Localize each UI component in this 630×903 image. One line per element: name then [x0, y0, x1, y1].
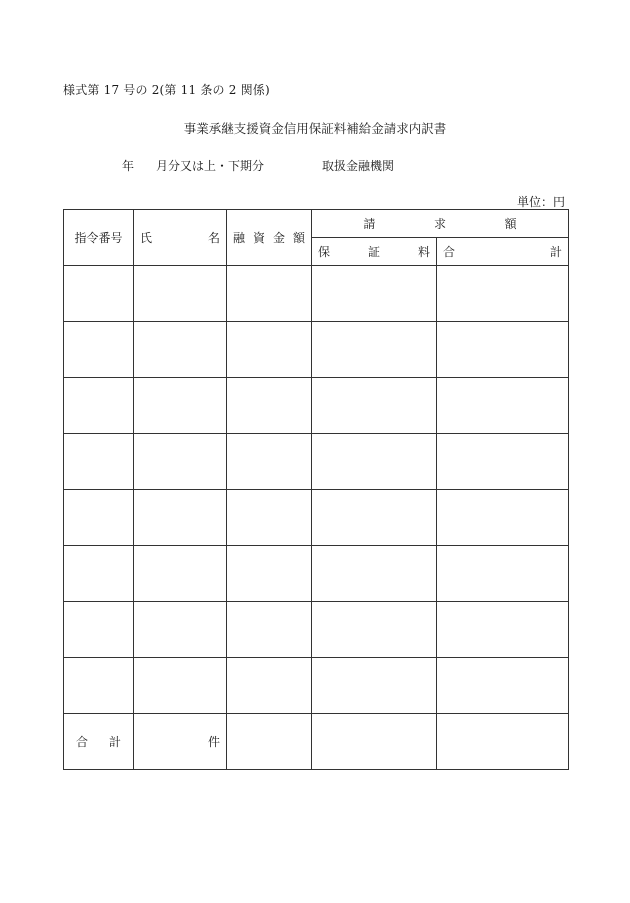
- cell-loan-amount[interactable]: [227, 602, 312, 658]
- breakdown-table: [63, 209, 569, 770]
- cell-instruction-number[interactable]: [64, 490, 134, 546]
- cell-instruction-number[interactable]: [64, 378, 134, 434]
- cell-guarantee-fee[interactable]: [312, 490, 437, 546]
- header-loan-char-4: 額: [292, 231, 305, 245]
- cell-instruction-number[interactable]: [64, 546, 134, 602]
- total-label: [64, 714, 134, 770]
- cell-instruction-number[interactable]: [64, 322, 134, 378]
- cell-instruction-number[interactable]: [64, 434, 134, 490]
- table-row: [64, 322, 569, 378]
- table-row: [64, 434, 569, 490]
- total-count-cell[interactable]: [134, 714, 227, 770]
- cell-name[interactable]: [134, 658, 227, 714]
- cell-loan-amount[interactable]: [227, 434, 312, 490]
- cell-guarantee-fee[interactable]: [312, 266, 437, 322]
- header-instruction-number: 指令番号: [64, 210, 134, 266]
- header-fee-char-3: 料: [417, 245, 430, 259]
- table-row: [64, 658, 569, 714]
- table-row: [64, 266, 569, 322]
- header-name: [134, 210, 227, 266]
- document-title: 事業承継支援資金信用保証料補給金請求内訳書: [183, 121, 447, 136]
- total-label-char-1: 合: [76, 735, 89, 749]
- period-month-label: 月分又は上・下期分: [156, 159, 265, 173]
- cell-loan-amount[interactable]: [227, 658, 312, 714]
- institution-label: 取扱金融機関: [322, 159, 395, 173]
- cell-loan-amount[interactable]: [227, 266, 312, 322]
- cell-guarantee-fee[interactable]: [312, 434, 437, 490]
- period-year-label: 年: [122, 159, 135, 173]
- header-sum-char-1: 合: [443, 245, 456, 259]
- cell-name[interactable]: [134, 322, 227, 378]
- header-guarantee-fee: [312, 238, 437, 266]
- cell-name[interactable]: [134, 546, 227, 602]
- cell-guarantee-fee[interactable]: [312, 378, 437, 434]
- total-loan-amount[interactable]: [227, 714, 312, 770]
- cell-loan-amount[interactable]: [227, 322, 312, 378]
- form-number: 様式第 17 号の 2(第 11 条の 2 関係): [63, 83, 270, 97]
- header-loan-char-2: 資: [252, 231, 265, 245]
- header-loan-amount: [227, 210, 312, 266]
- unit-label: 単位：円: [516, 195, 565, 209]
- header-sum-char-2: 計: [550, 245, 563, 259]
- total-label-char-2: 計: [108, 735, 121, 749]
- cell-guarantee-fee[interactable]: [312, 602, 437, 658]
- cell-subtotal[interactable]: [437, 658, 569, 714]
- cell-subtotal[interactable]: [437, 602, 569, 658]
- table-row: [64, 378, 569, 434]
- table-row: [64, 546, 569, 602]
- cell-subtotal[interactable]: [437, 322, 569, 378]
- cell-loan-amount[interactable]: [227, 378, 312, 434]
- header-claim-char-3: 額: [504, 217, 517, 231]
- cell-name[interactable]: [134, 490, 227, 546]
- cell-subtotal[interactable]: [437, 378, 569, 434]
- cell-guarantee-fee[interactable]: [312, 546, 437, 602]
- header-subtotal: [437, 238, 569, 266]
- cell-loan-amount[interactable]: [227, 546, 312, 602]
- table-row: [64, 490, 569, 546]
- header-loan-char-1: 融: [233, 231, 246, 245]
- cell-guarantee-fee[interactable]: [312, 322, 437, 378]
- cell-guarantee-fee[interactable]: [312, 658, 437, 714]
- cell-instruction-number[interactable]: [64, 658, 134, 714]
- header-name-char-1: 氏: [140, 231, 153, 245]
- cell-name[interactable]: [134, 434, 227, 490]
- cell-subtotal[interactable]: [437, 490, 569, 546]
- cell-name[interactable]: [134, 602, 227, 658]
- count-unit-label: 件: [207, 735, 220, 749]
- total-guarantee-fee[interactable]: [312, 714, 437, 770]
- header-name-char-2: 名: [207, 231, 220, 245]
- header-claim-amount: [312, 210, 569, 238]
- cell-instruction-number[interactable]: [64, 266, 134, 322]
- cell-instruction-number[interactable]: [64, 602, 134, 658]
- header-fee-char-2: 証: [367, 245, 380, 259]
- header-claim-char-2: 求: [434, 217, 447, 231]
- header-fee-char-1: 保: [318, 245, 331, 259]
- table-row: [64, 602, 569, 658]
- cell-name[interactable]: [134, 378, 227, 434]
- cell-subtotal[interactable]: [437, 434, 569, 490]
- cell-subtotal[interactable]: [437, 266, 569, 322]
- header-claim-char-1: 請: [363, 217, 376, 231]
- total-subtotal[interactable]: [437, 714, 569, 770]
- cell-subtotal[interactable]: [437, 546, 569, 602]
- cell-name[interactable]: [134, 266, 227, 322]
- header-loan-char-3: 金: [272, 231, 285, 245]
- cell-loan-amount[interactable]: [227, 490, 312, 546]
- total-row: [64, 714, 569, 770]
